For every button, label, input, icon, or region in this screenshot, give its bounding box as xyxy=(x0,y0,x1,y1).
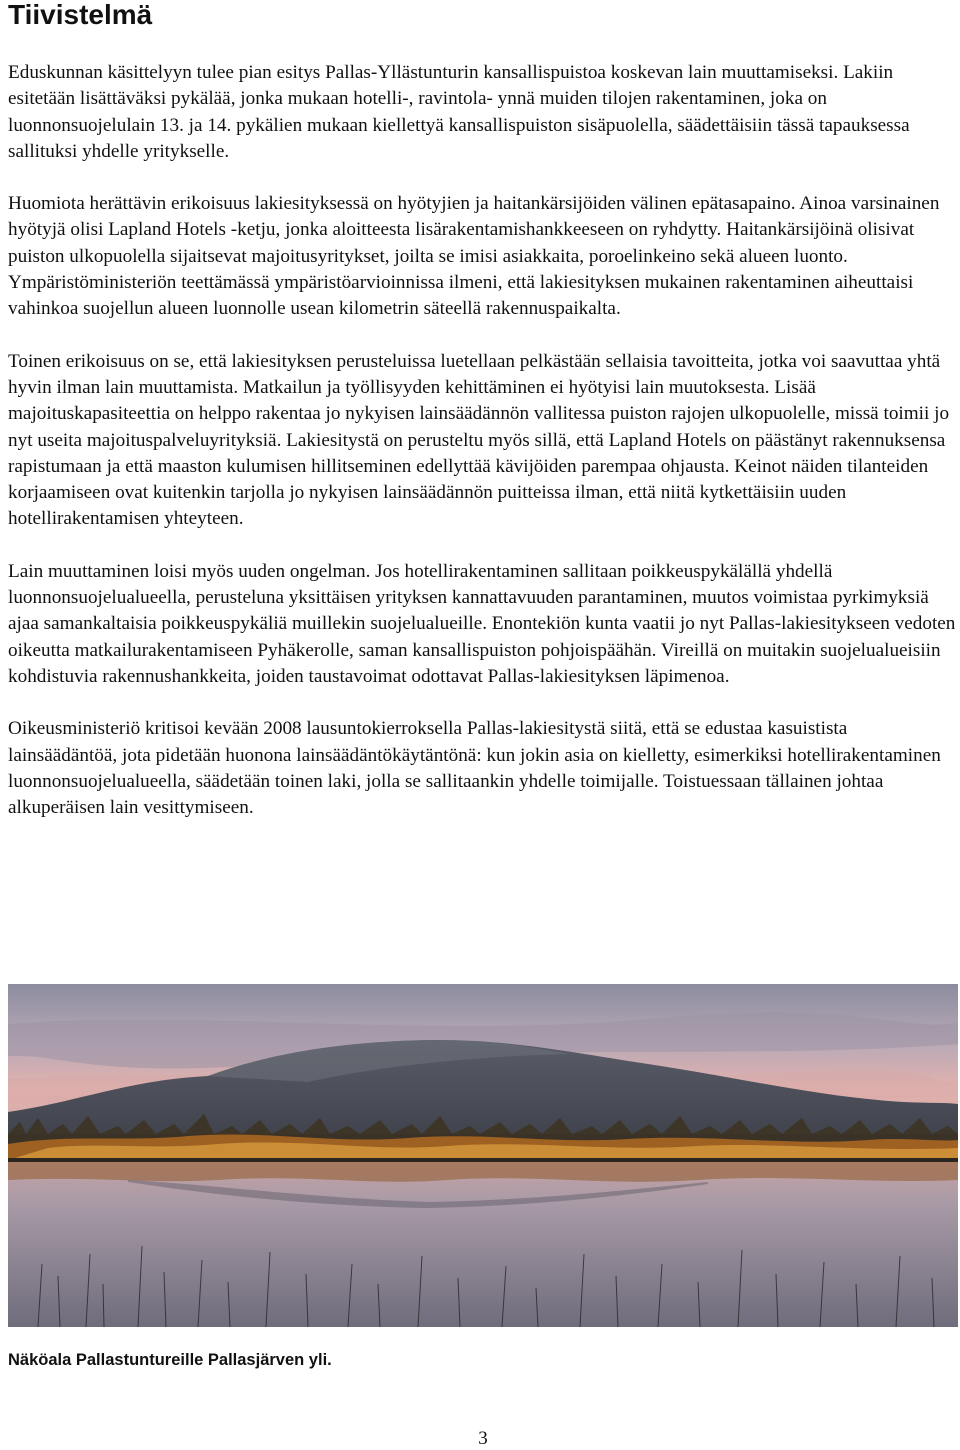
paragraph-5: Oikeusministeriö kritisoi kevään 2008 lausuntokierroksella Pallas-lakiesitystä siitä, että se edustaa kasuistista lainsäädäntöä, jota pidetään huonona lainsäädäntökäytäntönä: kun jokin asia on kielletty, esimerkiksi hotellirakentaminen luonnonsuojelualueella, säädetään toinen laki, jolla se sallitaankin yhdelle toimijalle. Toistuessaan tällainen johtaa alkuperäisen lain vesittymiseen. xyxy=(8,718,941,819)
paragraph-4: Lain muuttaminen loisi myös uuden ongelman. Jos hotellirakentaminen sallitaan poikkeuspykälällä yhdellä luonnonsuojelualueella, perusteluna yksittäisen yrityksen kannattavuuden parantaminen, muutos voimistaa pyrkimyksiä ajaa samankaltaisia poikkeuspykäliä muillekin suojelualueille. Enontekiön kunta vaatii jo nyt Pallas-lakiesitykseen vedoten oikeutta matkailurakentamiseen Pyhäkerolle, saman kansallispuiston pohjoispäähän. Vireillä on muitakin suojelualueisiin kohdistuvia rakennushankkeita, joiden taustavoimat odottavat Pallas-lakiesityksen läpimenoa. xyxy=(8,560,956,687)
landscape-photo xyxy=(8,984,958,1327)
landscape-photo-illustration xyxy=(8,984,958,1327)
photo-caption: Näköala Pallastuntureille Pallasjärven yli. xyxy=(8,1351,332,1369)
page-title: Tiivistelmä xyxy=(8,0,153,30)
paragraph-2: Huomiota herättävin erikoisuus lakiesityksessä on hyötyjien ja haitankärsijöiden välinen epätasapaino. Ainoa varsinainen hyötyjä olisi Lapland Hotels -ketju, jonka aloitteesta lisärakentamishankkeeseen on ryhdytty. Haitankärsijöinä olisivat puiston ulkopuolella sijaitsevat majoitusyritykset, joilta se imisi asiakkaita, poroelinkeino sekä alueen luonto. Ympäristöministeriön teettämässä ympäristöarvioinnissa ilmeni, että lakiesityksen mukainen rakentaminen aiheuttaisi vahinkoa suojellun alueen luonnolle usean kilometrin säteellä rakennuspaikalta. xyxy=(8,193,940,320)
paragraph-3: Toinen erikoisuus on se, että lakiesityksen perusteluissa luetellaan pelkästään sellaisia tavoitteita, jotka voi saavuttaa yhtä hyvin ilman lain muuttamista. Matkailun ja työllisyyden kehittäminen ei hyötyisi lain muutoksesta. Lisää majoituskapasiteettia on helppo rakentaa jo nykyisen lainsäädännön vallitessa puiston rajojen ulkopuolelle, missä toimii jo nyt useita majoituspalveluyrityksiä. Lakiesitystä on perusteltu myös sillä, että Lapland Hotels on päästänyt rakennuksensa rapistumaan ja että maaston kulumisen hillitseminen edellyttää kävijöiden parempaa ohjausta. Keinot näiden tilanteiden korjaamiseen ovat kuitenkin tarjolla jo nykyisen lainsäädännön puitteissa ilman, että niitä kytkettäisiin uuden hotellirakentamisen yhteyteen. xyxy=(8,350,950,530)
paragraph-1: Eduskunnan käsittelyyn tulee pian esitys Pallas-Yllästunturin kansallispuistoa koskevan lain muuttamiseksi. Lakiin esitetään lisättäväksi pykälää, jonka mukaan hotelli-, ravintola- ynnä muiden tilojen rakentaminen, joka on luonnonsuojelulain 13. ja 14. pykälien mukaan kiellettyä kansallispuiston sisäpuolella, säädettäisiin tässä tapauksessa sallituksi yhdelle yritykselle. xyxy=(8,62,910,162)
page-number: 3 xyxy=(478,1428,488,1449)
summary-body xyxy=(8,60,958,847)
